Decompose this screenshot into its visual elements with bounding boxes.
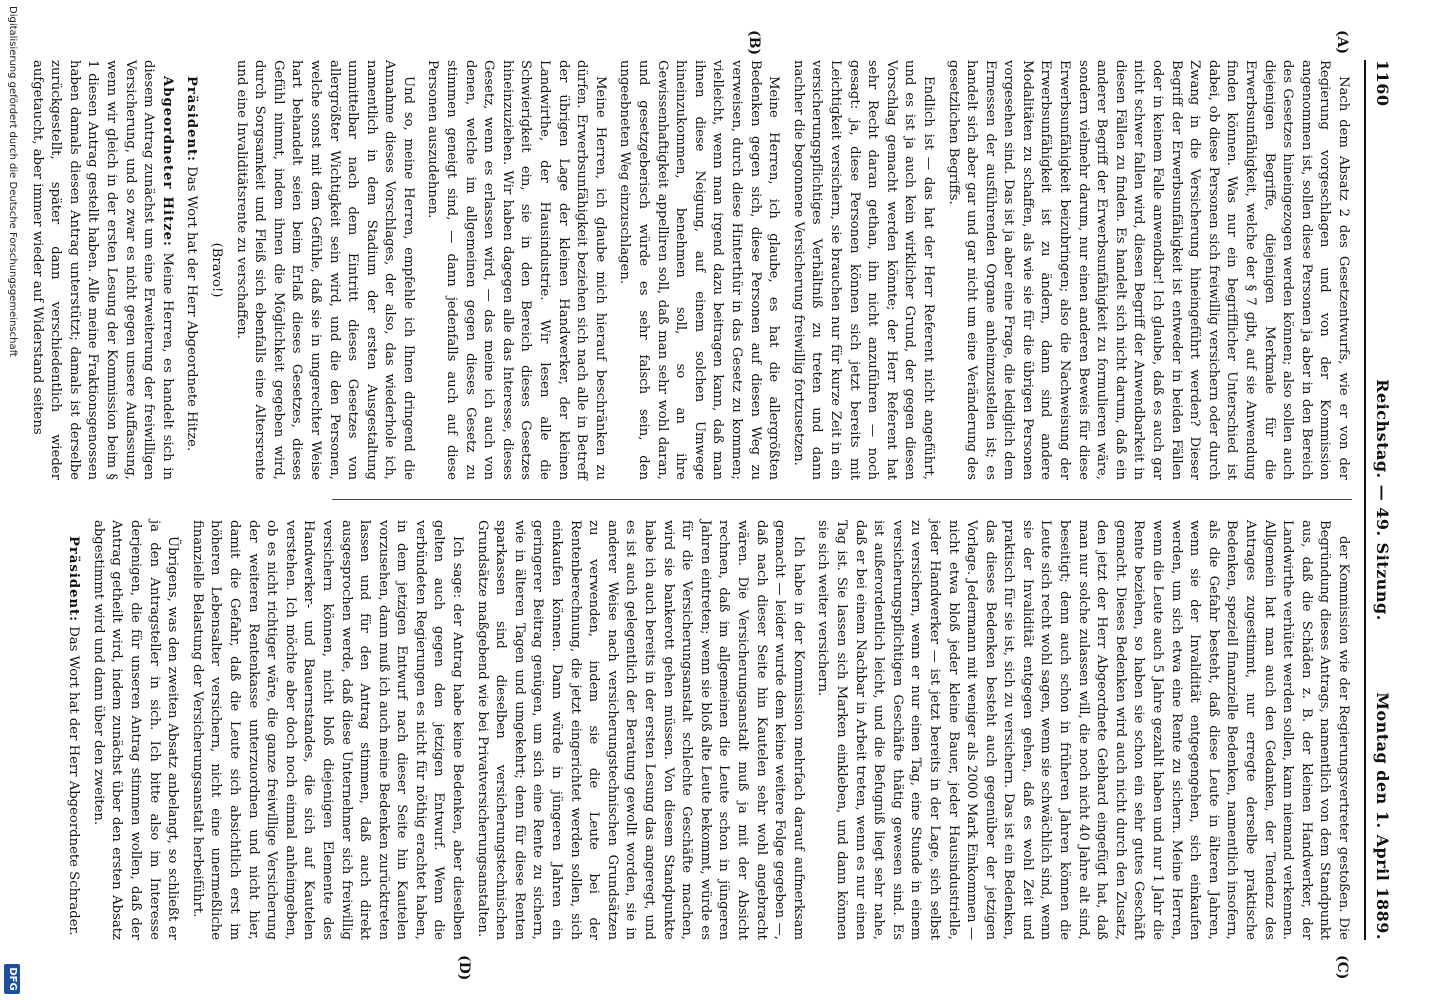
page-footer bbox=[0, 0, 22, 1000]
header-rule bbox=[1364, 60, 1366, 940]
right-text-column bbox=[66, 520, 1352, 940]
speaker-paragraph bbox=[64, 520, 83, 940]
margin-marker-b: (B) bbox=[746, 30, 762, 56]
speaker-label: Präsident: bbox=[66, 536, 82, 623]
column-divider bbox=[332, 499, 1352, 500]
applause-note: (Bravo!) bbox=[208, 242, 224, 298]
margin-marker-d: (D) bbox=[456, 955, 472, 981]
speech-text: Das Wort hat der Herr Abgeordnete Schrader. bbox=[66, 622, 82, 936]
digitization-credit: Digitalisierung gefördert durch die Deutsche Forschungsgemeinschaft bbox=[7, 6, 18, 357]
paragraph: Ich sage: der Antrag habe keine Bedenken, aber dieselben gelten auch gegen den jetzigen Entwurf. Wenn die verbündeten Regierungen es nicht für nöthig erachtet haben, in dem jetzigen Entwurf nach dieser Seite hin Kautelen vorzusehen, dann muß ich auch meine Bedenken zurücktreten lassen und für den Antrag stimmen, daß auch direkt ausgesprochen werde, daß diese Unternehmer sich freiwillig versichern können, nicht bloß diejenigen Elemente des Handwerker- und Bauernstandes, die sich auf Kautelen verstehen. Ich möchte aber doch noch einmal anheimgeben, ob es nicht richtiger wäre, die ganze freiwillige Versicherung der weiteren Rentenkasse unterzuordnen und nicht hier, damit die Gefahr, daß die Leute sich absichtlich erst im höheren Lebensalter versichern, nicht eine unermeßliche finanzielle Belastung der Versicherungsanstalt herbeiführt. bbox=[189, 520, 466, 940]
speaker-label: Abgeordneter Hitze: bbox=[159, 76, 175, 247]
speech-text: Das Wort hat der Herr Abgeordnete Hitze. bbox=[184, 162, 200, 452]
speaker-label: Präsident: bbox=[184, 76, 200, 163]
left-text-column bbox=[29, 60, 1352, 480]
speech-text: Meine Herren, es handelt sich in diesem Antrag zunächst um eine Erweiterung der freiwilligen Versicherung, und so zwar es nicht gegen unsere Auffassung, wenn wir gleich in der ersten Lesung der Kommission beim § 1 diesen Antrag gestellt haben. Alle meine Fraktionsgenossen haben damals diesen Antrag unterstützt; damals ist derselbe zurückgestellt, später dann verschiedentlich wieder aufgetaucht, aber immer wieder auf Widerstand seitens bbox=[29, 60, 175, 480]
paragraph: Nach dem Absatz 2 des Gesetzentwurfs, wie er von der Regierung vorgeschlagen und von der Kommission angenommen ist, sollen diese Personen ja aber in den Bereich des Gesetzes hineingezogen werden können; also sollen auch diejenigen Begriffe, diejenigen Merkmale für die Erwerbsunfähigkeit, welche der § 7 gibt, auf sie Anwendung finden können. Was nur ein begrifflicher Unterschied ist dabei, ob diese Personen sich freiwillig versichern oder durch Zwang in die Versicherung hineingeführt werden? Dieser Begriff der Erwerbsunfähigkeit ist entweder in beiden Fällen oder in keinem Falle anwendbar! Ich glaube, daß es auch gar nicht schwer fallen wird, diesen Begriff der Anwendbarkeit in diesen Fällen zu finden. Es handelt sich nicht darum, daß ein anderer Begriff der Erwerbsunfähigkeit zu formulieren wäre, sondern vielmehr darum, nur einen anderen Beweis für diese Erwerbsunfähigkeit beizubringen; also die Nachweisung der Erwerbsunfähigkeit ist zu ändern, dann sind andere Modalitäten zu schaffen, als wie sie für die übrigen Personen vorgesehen sind. Das ist ja aber eine Frage, die lediglich dem Ermessen der ausführenden Organe anheimzustellen ist; es handelt sich aber gar und gar nicht um eine Veränderung des gesetzlichen Begriffs. bbox=[945, 60, 1351, 480]
paragraph: Übrigens, was den zweiten Absatz anbelangt, so schließt er ja den Antragsteller in sich. Ich bitte also im Interesse derjenigen, die für unseren Antrag stimmen wollen, daß der Antrag getheilt wird, indem zunächst über den ersten Absatz abgestimmt wird und dann über den zweiten. bbox=[90, 520, 181, 940]
paragraph: Meine Herren, ich glaube, es hat die allergrößten Bedenken gegen sich, diese Personen auf diesen Weg zu verweisen, durch diese Hinterthür in das Gesetz zu kommen; vielleicht, wenn man irgend dazu beitragen kann, daß man ihnen diese Neigung, auf einem solchen Umwege hineinzukommen, benehmen soll, so an ihre Gewissenhaftigkeit appelliren soll, daß man sehr wohl daran, und gesetzgeberisch würde es sehr falsch sein, den ungeebneten Weg einzuschlagen. bbox=[617, 60, 782, 480]
page-number: 1160 bbox=[1373, 60, 1392, 107]
paragraph: Und so, meine Herren, empfehle ich Ihnen dringend die Annahme dieses Vorschlages, der also, das wiederhole ich, namentlich in dem Stadium der ersten Ausgestaltung unmittelbar nach dem Eintritt dieses Gesetzes von allergrößter Wichtigkeit sein wird, und die den Personen, welche sonst mit dem Gefühle, daß sie in ungerechter Weise hart behandelt seien beim Erlaß dieses Gesetzes, dieses Gefühl nimmt, indem ihnen die Möglichkeit gegeben wird, durch Sorgsamkeit und Fleiß sich ebenfalls eine Altersrente und eine Invaliditätsrente zu verschaffen. bbox=[233, 60, 416, 480]
paragraph: Ich habe in der Kommission mehrfach darauf aufmerksam gemacht — leider wurde dem keine weitere Folge gegeben —, daß nach dieser Seite hin Kautelen sehr wohl angebracht wären. Die Versicherungsanstalt muß ja mit der Absicht rechnen, daß im allgemeinen die Leute schon in jüngeren Jahren eintreten; wenn sie bloß alte Leute bekommt, würde es für die Versicherungsanstalt schlechte Geschäfte machen, wird sie bankerott gehen müssen. Von diesem Standpunkte habe ich auch bereits in der ersten Lesung das angeregt, und es ist auch gelegentlich der Beratung gewollt worden, sie in anderer Weise nach versicherungstechnischen Grundsätzen zu verwenden, indem sie die Leute bei der Rentenberechnung, die jetzt eingerichtet werden sollen, sich einkaufen können. Dann würde in jüngeren Jahren ein geringerer Beitrag genügen, um sich eine Rente zu sichern, wie in älteren Tagen und umgekehrt; denn für diese Renten sparkassen sind dieselben versicherungstechnischen Grundsätze maßgebend wie bei Privatversicherungsanstalten. bbox=[474, 520, 806, 940]
session-date: Montag den 1. April 1889. bbox=[1373, 692, 1392, 940]
dfg-logo: DFG bbox=[4, 964, 20, 994]
speaker-paragraph bbox=[27, 60, 176, 480]
paragraph: Meine Herren, ich glaube mich hierauf beschränken zu dürfen. Erwerbsunfähigkeit beziehen sich nach alle in Betreff der übrigen Lage der kleinen Handwerker, der kleinen Landwirthe, der Hausindustrie. Wir lesen alle die Schwierigkeit ein, sie in den Bereich dieses Gesetzes hineinzuziehen. Wir haben dagegen alle das Interesse, dieses Gesetz, wenn es erlassen wird, — das meine ich auch von denen, welche im allgemeinen gegen dieses Gesetz zu stimmen geneigt sind, — dann jedenfalls auch auf diese Personen auszudehnen. bbox=[425, 60, 608, 480]
paragraph: Endlich ist — das hat der Herr Referent nicht angeführt, und es ist ja auch kein wirklicher Grund, der gegen diesen Vorschlag gemacht werden könnte; der Herr Referent hat sehr Recht daran gethan, ihn nicht anzuführen — noch gesagt: ja, diese Personen können sich jetzt bereits mit Leichtigkeit versichern, sie brauchen nur für kurze Zeit in ein versicherungspflichtiges Verhältniß zu treten und dann nachher die begonnene Versicherung freiwillig fortzusetzen. bbox=[790, 60, 936, 480]
speaker-paragraph bbox=[182, 60, 201, 480]
session-title: Reichstag. — 49. Sitzung. bbox=[1373, 379, 1392, 621]
margin-marker-c: (C) bbox=[1334, 955, 1350, 980]
margin-marker-a: (A) bbox=[1334, 30, 1350, 55]
page-header bbox=[1362, 60, 1392, 940]
paragraph: der Kommission wie der Regierungsvertreter gestoßen. Die Begründung dieses Antrags, namentlich von dem Standpunkt aus, daß die Schäden z. B. der kleinen Handwerker, der Landwirthe verhütet werden sollen, kann niemand verkennen. Allgemein hat man auch den Gedanken, der Tendenz des Antrages zugestimmt, nur erregte derselbe praktische Bedenken, speziell finanzielle Bedenken, namentlich insofern, als die Gefahr besteht, daß diese Leute in älteren Jahren, wenn sie der Invalidität entgegengehen, sich einkaufen werden, um sich etwa eine Rente zu sichern. Meine Herren, wenn die Leute auch 5 Jahre gezahlt haben und nur 1 Jahr die Rente beziehen, so haben sie schon ein sehr gutes Geschäft gemacht. Dieses Bedenken wird auch nicht durch den Zusatz, den jetzt der Herr Abgeordnete Gebhard eingefügt hat, daß man nur solche zulassen will, die noch nicht 40 Jahre alt sind, beseitigt; denn auch schon in früheren Jahren können die Leute sich recht wohl sagen, wenn sie schwächlich sind, wenn sie der Invalidität entgegen gehen, daß es wohl Zeit und praktisch für sie ist, sich zu versichern. Das ist ein Bedenken, das dieses Bedenken besteht auch gegenüber der jetzigen Vorlage. Jedermann mit weniger als 2000 Mark Einkommen — nicht etwa bloß jeder kleine Bauer, jeder Hausindustrielle, jeder Handwerker — ist jetzt bereits in der Lage, sich selbst zu versichern, wenn er nur einen Tag, eine Stunde in einem versicherungspflichtigen Geschäfte thätig gewesen sind. Es ist außerordentlich leicht, und die Befugniß liegt sehr nahe, daß er bei einem Nachbar in Arbeit treten, wenn es nur einen Tag ist. Sie lassen sich Marken einkleben, und dann können sie sich weiter versichern. bbox=[815, 520, 1351, 940]
